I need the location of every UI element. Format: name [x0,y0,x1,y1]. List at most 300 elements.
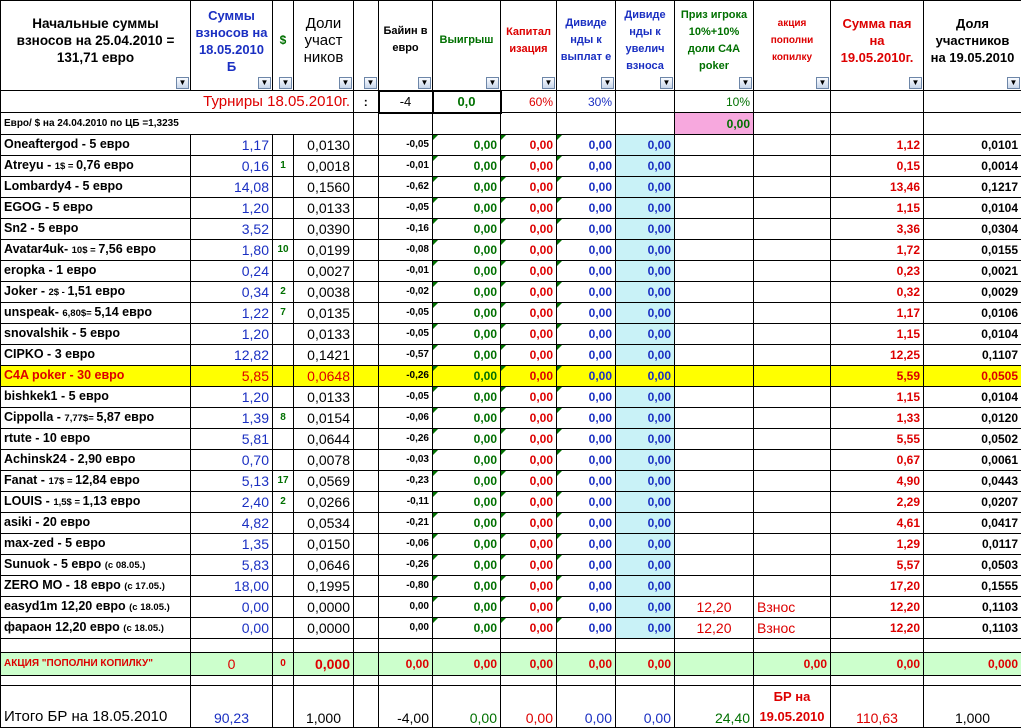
player-name[interactable] [1,429,191,450]
sum-cell[interactable]: 1,20 [191,324,273,345]
prize-cell[interactable]: 12,20 [675,618,754,639]
buyin-cell[interactable]: -0,05 [379,387,433,408]
div-pay-cell[interactable]: 0,00 [557,471,616,492]
win-cell[interactable]: 0,00 [433,387,501,408]
prize-cell[interactable] [675,198,754,219]
usd-cell[interactable] [273,597,294,618]
usd-cell[interactable] [273,135,294,156]
cap-cell[interactable]: 0,00 [501,576,557,597]
empty-cell[interactable] [354,156,379,177]
cap-cell[interactable]: 0,00 [501,345,557,366]
usd-cell[interactable]: 7 [273,303,294,324]
frac-cell[interactable]: 0,0104 [924,387,1021,408]
player-name[interactable] [1,324,191,345]
div-inc-cell[interactable]: 0,00 [616,366,675,387]
share-cell[interactable]: 0,1421 [294,345,354,366]
player-name[interactable] [1,471,191,492]
buyin-cell[interactable]: -0,03 [379,450,433,471]
cap-cell[interactable]: 0,00 [501,534,557,555]
prize-cell[interactable] [675,324,754,345]
sum-cell[interactable]: 1,22 [191,303,273,324]
tournament-buyin[interactable]: -4 [379,91,433,113]
win-cell[interactable]: 0,00 [433,618,501,639]
player-name[interactable] [1,597,191,618]
pay-cell[interactable]: 0,67 [831,450,924,471]
win-cell[interactable]: 0,00 [433,177,501,198]
sum-cell[interactable]: 2,40 [191,492,273,513]
cap-cell[interactable]: 0,00 [501,282,557,303]
win-cell[interactable]: 0,00 [433,240,501,261]
prize-cell[interactable] [675,534,754,555]
pay-cell[interactable]: 13,46 [831,177,924,198]
usd-cell[interactable] [273,618,294,639]
buyin-cell[interactable]: -0,21 [379,513,433,534]
frac-cell[interactable]: 0,0029 [924,282,1021,303]
sum-cell[interactable]: 14,08 [191,177,273,198]
akc-cell[interactable] [754,135,831,156]
share-cell[interactable]: 0,0199 [294,240,354,261]
frac-cell[interactable]: 0,0502 [924,429,1021,450]
akc-cell[interactable] [754,450,831,471]
rate-label[interactable]: Евро/ $ на 24.04.2010 по ЦБ =1,3235 [1,113,354,135]
win-cell[interactable]: 0,00 [433,135,501,156]
tournament-colon[interactable]: : [354,91,379,113]
buyin-cell[interactable]: -0,06 [379,534,433,555]
buyin-cell[interactable]: -0,05 [379,198,433,219]
share-cell[interactable]: 0,0000 [294,597,354,618]
pay-cell[interactable]: 5,55 [831,429,924,450]
player-name[interactable] [1,534,191,555]
share-cell[interactable]: 0,0266 [294,492,354,513]
sum-cell[interactable]: 5,13 [191,471,273,492]
akc-usd[interactable]: 0 [273,653,294,676]
prize-cell[interactable] [675,177,754,198]
sum-cell[interactable]: 1,17 [191,135,273,156]
akc-frac[interactable]: 0,000 [924,653,1021,676]
div-inc-cell[interactable]: 0,00 [616,345,675,366]
sum-cell[interactable]: 0,70 [191,450,273,471]
akc-cell[interactable]: Взнос [754,618,831,639]
share-cell[interactable]: 0,0154 [294,408,354,429]
div-inc-cell[interactable]: 0,00 [616,576,675,597]
frac-cell[interactable]: 0,0117 [924,534,1021,555]
buyin-cell[interactable]: -0,05 [379,135,433,156]
filter-dropdown-icon[interactable]: ▼ [486,77,499,89]
buyin-cell[interactable]: 0,00 [379,597,433,618]
sum-cell[interactable]: 0,24 [191,261,273,282]
buyin-cell[interactable]: -0,80 [379,576,433,597]
player-name[interactable] [1,219,191,240]
frac-cell[interactable]: 0,0101 [924,135,1021,156]
cap-cell[interactable]: 0,00 [501,387,557,408]
share-cell[interactable]: 0,0133 [294,324,354,345]
sum-cell[interactable]: 0,00 [191,597,273,618]
filter-dropdown-icon[interactable]: ▼ [1007,77,1020,89]
cap-cell[interactable]: 0,00 [501,303,557,324]
div-pay-cell[interactable]: 0,00 [557,597,616,618]
div-inc-cell[interactable]: 0,00 [616,303,675,324]
div-inc-cell[interactable]: 0,00 [616,240,675,261]
div-inc-cell[interactable]: 0,00 [616,555,675,576]
filter-dropdown-icon[interactable]: ▼ [258,77,271,89]
pay-cell[interactable]: 1,72 [831,240,924,261]
filter-dropdown-icon[interactable]: ▼ [739,77,752,89]
div-pay-cell[interactable]: 0,00 [557,408,616,429]
empty-cell[interactable] [273,686,294,728]
cap-cell[interactable]: 0,00 [501,492,557,513]
total-br-label[interactable]: БР на 19.05.2010 [754,686,831,728]
akc-cell[interactable] [754,534,831,555]
prize-cell[interactable] [675,282,754,303]
buyin-cell[interactable]: -0,23 [379,471,433,492]
div-pay-cell[interactable]: 0,00 [557,555,616,576]
usd-cell[interactable] [273,534,294,555]
div-inc-cell[interactable]: 0,00 [616,597,675,618]
akc-label[interactable]: АКЦИЯ "ПОПОЛНИ КОПИЛКУ" [1,653,191,676]
usd-cell[interactable] [273,450,294,471]
usd-cell[interactable] [273,219,294,240]
sum-cell[interactable]: 4,82 [191,513,273,534]
div-inc-cell[interactable]: 0,00 [616,492,675,513]
win-cell[interactable]: 0,00 [433,429,501,450]
cap-cell[interactable]: 0,00 [501,618,557,639]
rate-prize[interactable]: 0,00 [675,113,754,135]
frac-cell[interactable]: 0,1103 [924,597,1021,618]
win-cell[interactable]: 0,00 [433,324,501,345]
empty-cell[interactable] [354,261,379,282]
usd-cell[interactable] [273,198,294,219]
empty-cell[interactable] [354,303,379,324]
akc-cell[interactable] [754,219,831,240]
akc-cell[interactable] [754,429,831,450]
buyin-cell[interactable]: -0,26 [379,366,433,387]
player-name[interactable] [1,135,191,156]
prize-cell[interactable] [675,408,754,429]
usd-cell[interactable] [273,387,294,408]
prize-cell[interactable] [675,576,754,597]
div-pay-cell[interactable]: 0,00 [557,513,616,534]
sum-cell[interactable]: 0,00 [191,618,273,639]
empty-cell[interactable] [354,534,379,555]
div-inc-cell[interactable]: 0,00 [616,429,675,450]
div-inc-cell[interactable]: 0,00 [616,177,675,198]
player-name[interactable] [1,492,191,513]
div-pay-cell[interactable]: 0,00 [557,450,616,471]
usd-cell[interactable] [273,429,294,450]
div-inc-cell[interactable]: 0,00 [616,408,675,429]
filter-dropdown-icon[interactable]: ▼ [364,77,377,89]
div-pay-cell[interactable]: 0,00 [557,198,616,219]
share-cell[interactable]: 0,0018 [294,156,354,177]
tournament-title[interactable]: Турниры 18.05.2010г. [1,91,354,113]
frac-cell[interactable]: 0,1217 [924,177,1021,198]
pay-cell[interactable]: 1,12 [831,135,924,156]
total-frac[interactable]: 1,000 [924,686,1021,728]
pay-cell[interactable]: 1,29 [831,534,924,555]
usd-cell[interactable]: 2 [273,282,294,303]
filter-dropdown-icon[interactable]: ▼ [339,77,352,89]
frac-cell[interactable]: 0,1103 [924,618,1021,639]
sum-cell[interactable]: 1,20 [191,387,273,408]
frac-cell[interactable]: 0,1107 [924,345,1021,366]
akc-share[interactable]: 0,000 [294,653,354,676]
sum-cell[interactable]: 12,82 [191,345,273,366]
cap-cell[interactable]: 0,00 [501,408,557,429]
usd-cell[interactable] [273,345,294,366]
buyin-cell[interactable]: -0,26 [379,555,433,576]
div-pay-cell[interactable]: 0,00 [557,492,616,513]
pay-cell[interactable]: 2,29 [831,492,924,513]
akc-cell[interactable] [754,282,831,303]
prize-cell[interactable] [675,429,754,450]
akc-pay[interactable]: 0,00 [831,653,924,676]
filter-dropdown-icon[interactable]: ▼ [816,77,829,89]
div-pay-cell[interactable]: 0,00 [557,135,616,156]
share-cell[interactable]: 0,0150 [294,534,354,555]
player-name[interactable] [1,282,191,303]
div-pay-cell[interactable]: 0,00 [557,219,616,240]
akc-cell[interactable] [754,576,831,597]
empty-cell[interactable] [354,686,379,728]
player-name[interactable] [1,576,191,597]
div-inc-cell[interactable]: 0,00 [616,618,675,639]
akc-cell[interactable] [754,345,831,366]
div-pay-cell[interactable]: 0,00 [557,324,616,345]
prize-cell[interactable]: 12,20 [675,597,754,618]
frac-cell[interactable]: 0,0021 [924,261,1021,282]
tournament-cap-pct[interactable]: 60% [501,91,557,113]
usd-cell[interactable] [273,366,294,387]
buyin-cell[interactable]: 0,00 [379,618,433,639]
tournament-div-pct[interactable]: 30% [557,91,616,113]
akc-cell[interactable] [754,303,831,324]
prize-cell[interactable] [675,345,754,366]
frac-cell[interactable]: 0,0155 [924,240,1021,261]
div-pay-cell[interactable]: 0,00 [557,282,616,303]
div-pay-cell[interactable]: 0,00 [557,177,616,198]
pay-cell[interactable]: 1,15 [831,324,924,345]
pay-cell[interactable]: 4,90 [831,471,924,492]
share-cell[interactable]: 0,0648 [294,366,354,387]
empty-cell[interactable] [354,324,379,345]
total-share[interactable]: 1,000 [294,686,354,728]
cap-cell[interactable]: 0,00 [501,156,557,177]
cap-cell[interactable]: 0,00 [501,240,557,261]
usd-cell[interactable] [273,177,294,198]
frac-cell[interactable]: 0,0417 [924,513,1021,534]
prize-cell[interactable] [675,450,754,471]
akc-cell[interactable] [754,198,831,219]
cap-cell[interactable]: 0,00 [501,324,557,345]
buyin-cell[interactable]: -0,01 [379,261,433,282]
player-name[interactable] [1,408,191,429]
prize-cell[interactable] [675,135,754,156]
frac-cell[interactable]: 0,0207 [924,492,1021,513]
buyin-cell[interactable]: -0,01 [379,156,433,177]
player-name[interactable] [1,555,191,576]
sum-cell[interactable]: 18,00 [191,576,273,597]
empty-cell[interactable] [675,653,754,676]
cap-cell[interactable]: 0,00 [501,513,557,534]
empty-cell[interactable] [354,219,379,240]
frac-cell[interactable]: 0,0120 [924,408,1021,429]
sum-cell[interactable]: 1,80 [191,240,273,261]
filter-dropdown-icon[interactable]: ▼ [909,77,922,89]
usd-cell[interactable]: 1 [273,156,294,177]
div-pay-cell[interactable]: 0,00 [557,156,616,177]
win-cell[interactable]: 0,00 [433,471,501,492]
usd-cell[interactable] [273,576,294,597]
empty-cell[interactable] [354,198,379,219]
empty-cell[interactable] [354,597,379,618]
akc-cell[interactable] [754,366,831,387]
akc-sum[interactable]: 0 [191,653,273,676]
win-cell[interactable]: 0,00 [433,534,501,555]
player-name[interactable] [1,450,191,471]
div-pay-cell[interactable]: 0,00 [557,261,616,282]
win-cell[interactable]: 0,00 [433,450,501,471]
akc-win[interactable]: 0,00 [433,653,501,676]
tournament-prize-pct[interactable]: 10% [675,91,754,113]
cap-cell[interactable]: 0,00 [501,471,557,492]
win-cell[interactable]: 0,00 [433,282,501,303]
share-cell[interactable]: 0,0130 [294,135,354,156]
frac-cell[interactable]: 0,0104 [924,324,1021,345]
prize-cell[interactable] [675,366,754,387]
frac-cell[interactable]: 0,1555 [924,576,1021,597]
div-inc-cell[interactable]: 0,00 [616,513,675,534]
empty-cell[interactable] [354,471,379,492]
prize-cell[interactable] [675,471,754,492]
buyin-cell[interactable]: -0,05 [379,324,433,345]
div-inc-cell[interactable]: 0,00 [616,450,675,471]
tournament-win[interactable]: 0,0 [433,91,501,113]
prize-cell[interactable] [675,261,754,282]
total-win[interactable]: 0,00 [433,686,501,728]
pay-cell[interactable]: 0,32 [831,282,924,303]
akc-cell[interactable] [754,492,831,513]
pay-cell[interactable]: 3,36 [831,219,924,240]
usd-cell[interactable]: 2 [273,492,294,513]
akc-cell[interactable] [754,261,831,282]
share-cell[interactable]: 0,0390 [294,219,354,240]
win-cell[interactable]: 0,00 [433,408,501,429]
cap-cell[interactable]: 0,00 [501,177,557,198]
win-cell[interactable]: 0,00 [433,576,501,597]
player-name[interactable] [1,303,191,324]
cap-cell[interactable]: 0,00 [501,135,557,156]
win-cell[interactable]: 0,00 [433,303,501,324]
buyin-cell[interactable]: -0,57 [379,345,433,366]
empty-cell[interactable] [354,240,379,261]
frac-cell[interactable]: 0,0443 [924,471,1021,492]
total-divp[interactable]: 0,00 [557,686,616,728]
total-pay[interactable]: 110,63 [831,686,924,728]
div-pay-cell[interactable]: 0,00 [557,387,616,408]
win-cell[interactable]: 0,00 [433,513,501,534]
div-inc-cell[interactable]: 0,00 [616,156,675,177]
filter-dropdown-icon[interactable]: ▼ [601,77,614,89]
div-pay-cell[interactable]: 0,00 [557,240,616,261]
filter-dropdown-icon[interactable]: ▼ [279,77,292,89]
empty-cell[interactable] [354,408,379,429]
share-cell[interactable]: 0,0000 [294,618,354,639]
empty-cell[interactable] [354,429,379,450]
frac-cell[interactable]: 0,0503 [924,555,1021,576]
empty-cell[interactable] [354,653,379,676]
player-name[interactable] [1,177,191,198]
empty-cell[interactable] [354,282,379,303]
empty-cell[interactable] [354,135,379,156]
usd-cell[interactable]: 10 [273,240,294,261]
player-name[interactable] [1,156,191,177]
frac-cell[interactable]: 0,0304 [924,219,1021,240]
akc-cell[interactable] [754,513,831,534]
empty-cell[interactable] [354,345,379,366]
frac-cell[interactable]: 0,0106 [924,303,1021,324]
buyin-cell[interactable]: -0,62 [379,177,433,198]
buyin-cell[interactable]: -0,26 [379,429,433,450]
usd-cell[interactable] [273,324,294,345]
cap-cell[interactable]: 0,00 [501,198,557,219]
share-cell[interactable]: 0,1560 [294,177,354,198]
prize-cell[interactable] [675,303,754,324]
div-inc-cell[interactable]: 0,00 [616,534,675,555]
div-inc-cell[interactable]: 0,00 [616,198,675,219]
pay-cell[interactable]: 12,25 [831,345,924,366]
total-cap[interactable]: 0,00 [501,686,557,728]
share-cell[interactable]: 0,0133 [294,387,354,408]
usd-cell[interactable]: 8 [273,408,294,429]
share-cell[interactable]: 0,0038 [294,282,354,303]
pay-cell[interactable]: 5,57 [831,555,924,576]
share-cell[interactable]: 0,0646 [294,555,354,576]
div-pay-cell[interactable]: 0,00 [557,576,616,597]
total-divi[interactable]: 0,00 [616,686,675,728]
player-name[interactable] [1,261,191,282]
win-cell[interactable]: 0,00 [433,492,501,513]
akc-cell[interactable] [754,177,831,198]
empty-cell[interactable] [354,513,379,534]
buyin-cell[interactable]: -0,11 [379,492,433,513]
sum-cell[interactable]: 5,83 [191,555,273,576]
sum-cell[interactable]: 1,35 [191,534,273,555]
akc-cap[interactable]: 0,00 [501,653,557,676]
player-name[interactable] [1,366,191,387]
filter-dropdown-icon[interactable]: ▼ [418,77,431,89]
cap-cell[interactable]: 0,00 [501,261,557,282]
div-inc-cell[interactable]: 0,00 [616,471,675,492]
prize-cell[interactable] [675,555,754,576]
empty-cell[interactable] [354,555,379,576]
buyin-cell[interactable]: -0,16 [379,219,433,240]
akc-divp[interactable]: 0,00 [557,653,616,676]
total-label[interactable]: Итого БР на 18.05.2010 [1,686,191,728]
cap-cell[interactable]: 0,00 [501,366,557,387]
win-cell[interactable]: 0,00 [433,597,501,618]
akc-buyin[interactable]: 0,00 [379,653,433,676]
empty-cell[interactable] [354,450,379,471]
div-pay-cell[interactable]: 0,00 [557,534,616,555]
frac-cell[interactable]: 0,0505 [924,366,1021,387]
pay-cell[interactable]: 4,61 [831,513,924,534]
empty-cell[interactable] [354,387,379,408]
player-name[interactable] [1,240,191,261]
prize-cell[interactable] [675,240,754,261]
player-name[interactable] [1,618,191,639]
pay-cell[interactable]: 1,33 [831,408,924,429]
player-name[interactable] [1,387,191,408]
